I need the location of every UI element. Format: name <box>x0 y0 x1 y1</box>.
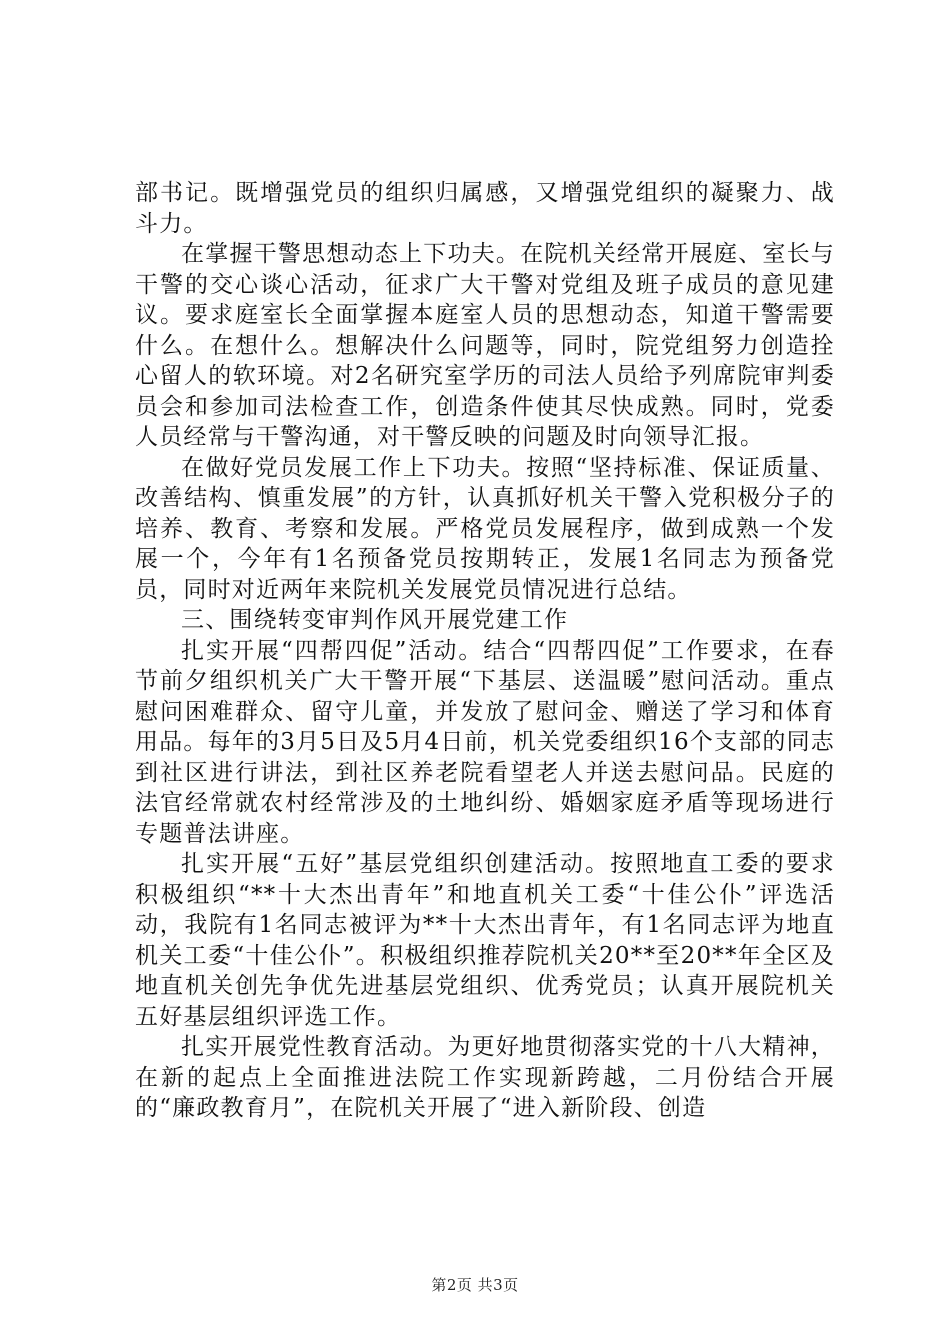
section-heading: 三、围绕转变审判作风开展党建工作 <box>181 607 569 633</box>
paragraph: 部书记。既增强党员的组织归属感，又增强党组织的凝聚力、战斗力。 <box>135 180 835 237</box>
paragraph: 扎实开展“五好”基层党组织创建活动。按照地直工委的要求积极组织“**十大杰出青年”和地直机关工委“十佳公仆”评选活动，我院有1名同志被评为**十大杰出青年，有1名同志评为地直机关工委“十佳公仆”。积极组织推荐院机关20**至20**年全区及地直机关创先争优先进基层党组织、优秀党员；认真开展院机关五好基层组织评选工作。 <box>135 851 835 1030</box>
page-number-footer: 第2页 共3页 <box>431 1276 519 1294</box>
paragraph: 扎实开展“四帮四促”活动。结合“四帮四促”工作要求，在春节前夕组织机关广大干警开展“下基层、送温暖”慰问活动。重点慰问困难群众、留守儿童，并发放了慰问金、赠送了学习和体育用品。每年的3月5日及5月4日前，机关党委组织16个支部的同志到社区进行讲法，到社区养老院看望老人并送去慰问品。民庭的法官经常就农村经常涉及的土地纠纷、婚姻家庭矛盾等现场进行专题普法讲座。 <box>135 637 835 847</box>
paragraph: 扎实开展党性教育活动。为更好地贯彻落实党的十八大精神，在新的起点上全面推进法院工作实现新跨越，二月份结合开展的“廉政教育月”，在院机关开展了“进入新阶段、创造 <box>135 1034 835 1121</box>
document-body <box>135 178 835 1124</box>
paragraph: 在做好党员发展工作上下功夫。按照“坚持标准、保证质量、改善结构、慎重发展”的方针，认真抓好机关干警入党积极分子的培养、教育、考察和发展。严格党员发展程序，做到成熟一个发展一个，今年有1名预备党员按期转正，发展1名同志为预备党员，同时对近两年来院机关发展党员情况进行总结。 <box>135 454 835 603</box>
paragraph: 在掌握干警思想动态上下功夫。在院机关经常开展庭、室长与干警的交心谈心活动，征求广大干警对党组及班子成员的意见建议。要求庭室长全面掌握本庭室人员的思想动态，知道干警需要什么。在想什么。想解决什么问题等，同时，院党组努力创造拴心留人的软环境。对2名研究室学历的司法人员给予列席院审判委员会和参加司法检查工作，创造条件使其尽快成熟。同时，党委人员经常与干警沟通，对干警反映的问题及时向领导汇报。 <box>135 241 835 450</box>
